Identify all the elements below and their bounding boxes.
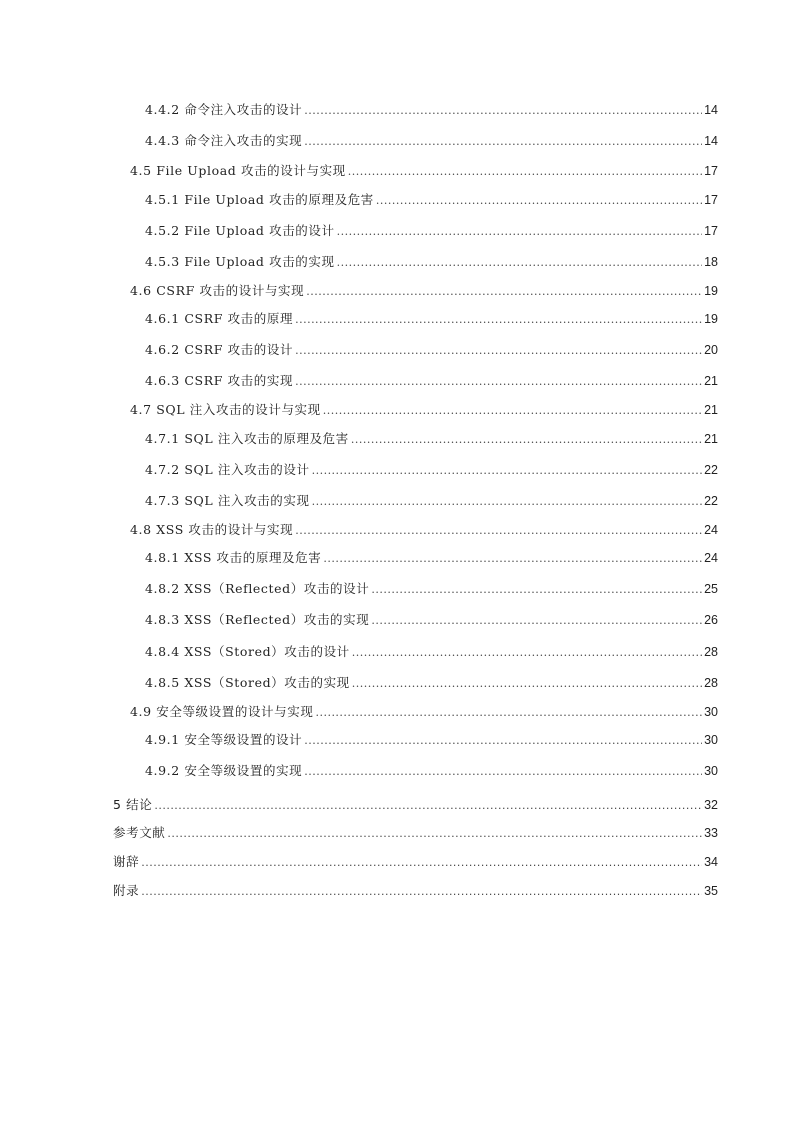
toc-entry[interactable]	[145, 252, 718, 272]
toc-entry-title: 4.5.2 File Upload 攻击的设计	[145, 223, 335, 238]
toc-entry[interactable]	[113, 852, 718, 872]
toc-entry[interactable]	[145, 761, 718, 781]
toc-entry[interactable]	[145, 309, 718, 329]
toc-page-number: 26	[704, 613, 718, 627]
toc-leader-dots	[304, 101, 702, 121]
toc-entry[interactable]	[130, 400, 718, 420]
toc-entry-title: 4.7.3 SQL 注入攻击的实现	[145, 493, 310, 508]
toc-entry[interactable]	[145, 730, 718, 750]
toc-leader-dots	[348, 162, 702, 182]
toc-entry-title: 4.8 XSS 攻击的设计与实现	[130, 522, 294, 537]
toc-entry-title: 4.8.3 XSS（Reflected）攻击的实现	[145, 612, 370, 627]
toc-page-number: 32	[704, 798, 718, 812]
toc-entry-title: 4.8.4 XSS（Stored）攻击的设计	[145, 644, 350, 659]
toc-entry[interactable]	[145, 190, 718, 210]
toc-entry-title: 4.5.3 File Upload 攻击的实现	[145, 254, 335, 269]
toc-entry[interactable]	[145, 221, 718, 241]
toc-entry[interactable]	[145, 673, 718, 693]
toc-leader-dots	[337, 222, 702, 242]
toc-entry-title: 附录	[113, 883, 140, 898]
toc-page-number: 21	[704, 374, 718, 388]
toc-page-number: 24	[704, 523, 718, 537]
toc-page-number: 33	[704, 826, 718, 840]
toc-entry-title: 4.5.1 File Upload 攻击的原理及危害	[145, 192, 374, 207]
toc-entry-title: 4.4.3 命令注入攻击的实现	[145, 133, 303, 148]
toc-page-number: 14	[704, 134, 718, 148]
toc-leader-dots	[323, 401, 702, 421]
toc-leader-dots	[312, 492, 703, 512]
toc-entry-title: 4.4.2 命令注入攻击的设计	[145, 102, 303, 117]
toc-entry[interactable]	[145, 491, 718, 511]
toc-entry[interactable]	[130, 702, 718, 722]
toc-page-number: 30	[704, 705, 718, 719]
toc-entry[interactable]	[145, 340, 718, 360]
toc-leader-dots	[141, 853, 702, 873]
toc-entry-title: 4.6.1 CSRF 攻击的原理	[145, 311, 294, 326]
toc-entry-title: 4.6.2 CSRF 攻击的设计	[145, 342, 294, 357]
toc-entry[interactable]	[145, 642, 718, 662]
toc-entry[interactable]	[130, 281, 718, 301]
toc-entry-title: 参考文献	[113, 825, 166, 840]
toc-leader-dots	[141, 882, 702, 902]
toc-leader-dots	[312, 461, 703, 481]
toc-entry-title: 4.8.2 XSS（Reflected）攻击的设计	[145, 581, 370, 596]
toc-leader-dots	[167, 824, 702, 844]
toc-page-number: 22	[704, 463, 718, 477]
toc-leader-dots	[295, 521, 702, 541]
toc-entry-title: 4.9.2 安全等级设置的实现	[145, 763, 303, 778]
toc-entry[interactable]	[145, 460, 718, 480]
toc-entry-title: 4.7.1 SQL 注入攻击的原理及危害	[145, 431, 349, 446]
toc-leader-dots	[352, 643, 702, 663]
toc-page-number: 19	[704, 284, 718, 298]
toc-leader-dots	[352, 674, 702, 694]
toc-entry-title: 4.6.3 CSRF 攻击的实现	[145, 373, 294, 388]
toc-entry[interactable]	[145, 131, 718, 151]
toc-leader-dots	[304, 132, 702, 152]
toc-leader-dots	[304, 731, 702, 751]
toc-entry-title: 4.6 CSRF 攻击的设计与实现	[130, 283, 305, 298]
toc-page-number: 19	[704, 312, 718, 326]
toc-leader-dots	[323, 549, 702, 569]
toc-page-number: 24	[704, 551, 718, 565]
toc-leader-dots	[371, 611, 702, 631]
toc-leader-dots	[371, 580, 702, 600]
toc-page-number: 30	[704, 733, 718, 747]
toc-leader-dots	[295, 310, 702, 330]
toc-leader-dots	[295, 341, 702, 361]
toc-entry[interactable]	[145, 579, 718, 599]
toc-entry[interactable]	[130, 161, 718, 181]
toc-entry[interactable]	[130, 520, 718, 540]
toc-page-number: 17	[704, 193, 718, 207]
toc-entry-title: 谢辞	[113, 854, 140, 869]
toc-page-number: 20	[704, 343, 718, 357]
toc-entry-title: 4.8.5 XSS（Stored）攻击的实现	[145, 675, 350, 690]
toc-page-number: 22	[704, 494, 718, 508]
toc-leader-dots	[337, 253, 702, 273]
toc-page-number: 21	[704, 403, 718, 417]
toc-page-number: 17	[704, 164, 718, 178]
toc-leader-dots	[351, 430, 702, 450]
toc-leader-dots	[304, 762, 702, 782]
toc-entry[interactable]	[113, 881, 718, 901]
toc-entry[interactable]	[113, 823, 718, 843]
toc-entry-title: 5 结论	[113, 797, 153, 812]
toc-page-number: 30	[704, 764, 718, 778]
toc-entry-title: 4.7.2 SQL 注入攻击的设计	[145, 462, 310, 477]
toc-entry-title: 4.5 File Upload 攻击的设计与实现	[130, 163, 346, 178]
toc-page-number: 35	[704, 884, 718, 898]
toc-entry[interactable]	[145, 371, 718, 391]
toc-page-number: 28	[704, 676, 718, 690]
toc-page-number: 34	[704, 855, 718, 869]
toc-leader-dots	[306, 282, 702, 302]
toc-page-number: 25	[704, 582, 718, 596]
toc-leader-dots	[315, 703, 702, 723]
toc-entry[interactable]	[145, 610, 718, 630]
toc-entry-title: 4.8.1 XSS 攻击的原理及危害	[145, 550, 322, 565]
toc-leader-dots	[376, 191, 702, 211]
toc-page-number: 21	[704, 432, 718, 446]
toc-entry-title: 4.7 SQL 注入攻击的设计与实现	[130, 402, 321, 417]
toc-entry[interactable]	[145, 429, 718, 449]
toc-entry[interactable]	[145, 100, 718, 120]
toc-entry[interactable]	[113, 795, 718, 815]
toc-page-number: 17	[704, 224, 718, 238]
toc-leader-dots	[154, 796, 702, 816]
toc-entry-title: 4.9 安全等级设置的设计与实现	[130, 704, 314, 719]
toc-leader-dots	[295, 372, 702, 392]
toc-page-number: 14	[704, 103, 718, 117]
toc-page-number: 28	[704, 645, 718, 659]
toc-entry-title: 4.9.1 安全等级设置的设计	[145, 732, 303, 747]
toc-entry[interactable]	[145, 548, 718, 568]
toc-page-number: 18	[704, 255, 718, 269]
